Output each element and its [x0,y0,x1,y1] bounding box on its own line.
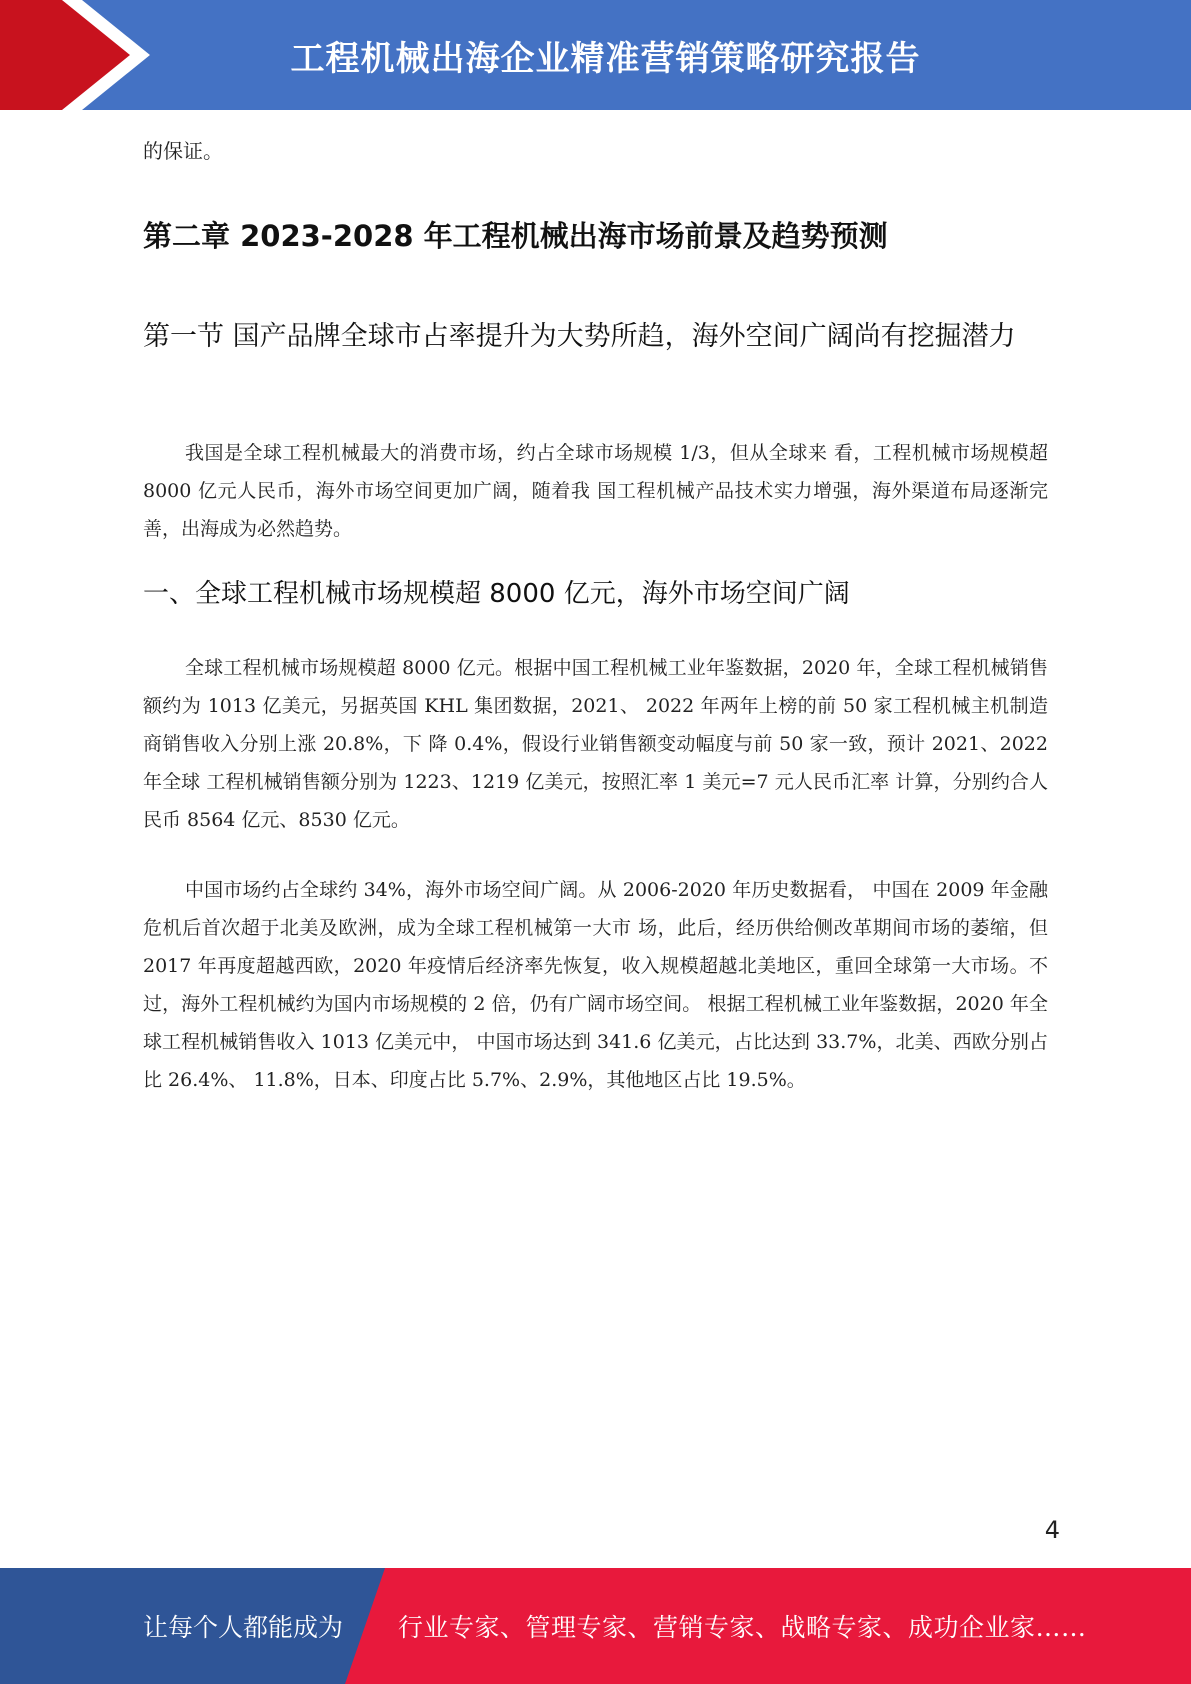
paragraph-global-market-size: 全球工程机械市场规模超 8000 亿元。根据中国工程机械工业年鉴数据，2020 年，全球工程机械销售额约为 1013 亿美元，另据英国 KHL 集团数据，2021、 2022 年两年上榜的前 50 家工程机械主机制造商销售收入分别上涨 20.8%，下 降 0.4%，假设行业销售额变动幅度与前 50 家一致，预计 2021、2022 年全球 工程机械销售额分别为 1223、1219 亿美元，按照汇率 1 美元=7 元人民币汇率 计算，分别约合人民币 8564 亿元、8530 亿元。 [143,657,1048,831]
footer-slogan-left: 让每个人都能成为 [143,1613,344,1642]
page-header [0,0,1191,110]
paragraph-china-market-share: 中国市场约占全球约 34%，海外市场空间广阔。从 2006-2020 年历史数据看， 中国在 2009 年金融危机后首次超于北美及欧洲，成为全球工程机械第一大市 场，此后，经历供给侧改革期间市场的萎缩，但 2017 年再度超越西欧，2020 年疫情后经济率先恢复，收入规模超越北美地区，重回全球第一大市场。不 过，海外工程机械约为国内市场规模的 2 倍，仍有广阔市场空间。 根据工程机械工业年鉴数据，2020 年全球工程机械销售收入 1013 亿美元中， 中国市场达到 341.6 亿美元，占比达到 33.7%，北美、西欧分别占比 26.4%、 11.8%，日本、印度占比 5.7%、2.9%，其他地区占比 19.5%。 [143,879,1048,1091]
page-footer [0,1568,1191,1684]
continuation-text: 的保证。 [143,139,223,163]
footer-slogan-right: 行业专家、管理专家、营销专家、战略专家、成功企业家…… [398,1613,1087,1642]
report-title: 工程机械出海企业精准营销策略研究报告 [290,38,921,79]
chapter-heading: 第二章 2023-2028 年工程机械出海市场前景及趋势预测 [143,219,888,253]
subsection-heading: 一、全球工程机械市场规模超 8000 亿元，海外市场空间广阔 [143,579,850,609]
page-number: 4 [1044,1516,1060,1544]
paragraph-domestic-market: 我国是全球工程机械最大的消费市场，约占全球市场规模 1/3，但从全球来 看，工程机械市场规模超 8000 亿元人民币，海外市场空间更加广阔，随着我 国工程机械产品技术实力增强，海外渠道布局逐渐完善，出海成为必然趋势。 [143,442,1048,540]
section-heading: 第一节 国产品牌全球市占率提升为大势所趋，海外空间广阔尚有挖掘潜力 [143,321,1016,352]
